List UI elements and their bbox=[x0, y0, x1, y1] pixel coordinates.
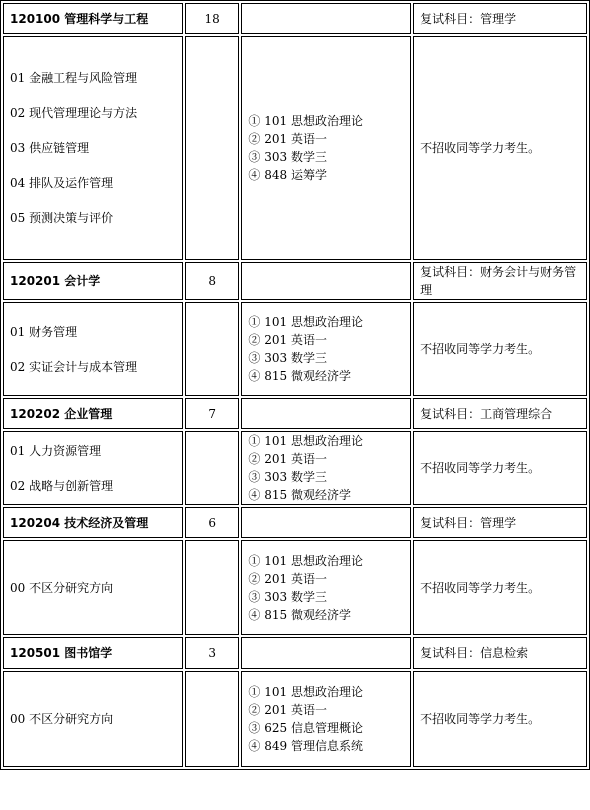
exam-subjects-cell bbox=[241, 3, 411, 34]
direction-item: 02 现代管理理论与方法 bbox=[10, 106, 138, 120]
note-cell: 复试科目：管理学 bbox=[413, 507, 587, 538]
direction-item: 01 金融工程与风险管理 bbox=[10, 71, 138, 85]
enrollment-plan bbox=[185, 671, 240, 767]
direction-item: 01 财务管理 bbox=[10, 324, 78, 339]
exam-subjects-cell bbox=[241, 637, 411, 669]
exam-subject: ③ 625 信息管理概论 bbox=[248, 721, 363, 735]
exam-subject: ④ 848 运筹学 bbox=[248, 168, 327, 182]
exam-subjects-cell bbox=[241, 398, 411, 429]
major-row bbox=[3, 637, 587, 669]
exam-subject: ① 101 思想政治理论 bbox=[248, 434, 363, 448]
research-directions bbox=[3, 302, 183, 396]
exam-subject: ② 201 英语一 bbox=[248, 333, 327, 347]
exam-subject: ② 201 英语一 bbox=[248, 571, 327, 586]
direction-item: 00 不区分研究方向 bbox=[10, 712, 114, 726]
direction-item: 00 不区分研究方向 bbox=[10, 580, 114, 595]
exam-subject: ③ 303 数学三 bbox=[248, 470, 327, 484]
research-directions bbox=[3, 36, 183, 260]
enrollment-plan bbox=[185, 302, 240, 396]
major-name: 120501 图书馆学 bbox=[3, 637, 183, 669]
enrollment-plan: 8 bbox=[185, 262, 240, 300]
detail-row bbox=[3, 36, 587, 260]
direction-item: 05 预测决策与评价 bbox=[10, 211, 114, 225]
enrollment-plan: 6 bbox=[185, 507, 240, 538]
exam-subject: ④ 815 微观经济学 bbox=[248, 369, 351, 383]
detail-row bbox=[3, 671, 587, 767]
exam-subject: ④ 815 微观经济学 bbox=[248, 607, 351, 622]
major-row bbox=[3, 3, 587, 34]
direction-item: 01 人力资源管理 bbox=[10, 443, 102, 458]
exam-subjects-cell bbox=[241, 431, 411, 505]
direction-item: 02 战略与创新管理 bbox=[10, 478, 114, 493]
exam-subjects-cell bbox=[241, 262, 411, 300]
note-cell: 复试科目：信息检索 bbox=[413, 637, 587, 669]
direction-item: 02 实证会计与成本管理 bbox=[10, 359, 138, 374]
major-name: 120204 技术经济及管理 bbox=[3, 507, 183, 538]
enrollment-plan bbox=[185, 36, 240, 260]
note-cell: 不招收同等学力考生。 bbox=[413, 671, 587, 767]
note-cell: 复试科目：工商管理综合 bbox=[413, 398, 587, 429]
major-row bbox=[3, 398, 587, 429]
exam-subjects-cell bbox=[241, 507, 411, 538]
enrollment-plan: 18 bbox=[185, 3, 240, 34]
major-row bbox=[3, 507, 587, 538]
enrollment-plan: 3 bbox=[185, 637, 240, 669]
research-directions bbox=[3, 431, 183, 505]
exam-subject: ④ 849 管理信息系统 bbox=[248, 739, 363, 753]
exam-subjects-cell bbox=[241, 671, 411, 767]
research-directions bbox=[3, 540, 183, 635]
exam-subject: ② 201 英语一 bbox=[248, 703, 327, 717]
enrollment-plan bbox=[185, 540, 240, 635]
exam-subjects-cell bbox=[241, 302, 411, 396]
exam-subject: ④ 815 微观经济学 bbox=[248, 488, 351, 502]
direction-item: 03 供应链管理 bbox=[10, 141, 90, 155]
note-cell: 复试科目：管理学 bbox=[413, 3, 587, 34]
exam-subject: ① 101 思想政治理论 bbox=[248, 553, 363, 568]
note-cell: 不招收同等学力考生。 bbox=[413, 431, 587, 505]
exam-subject: ③ 303 数学三 bbox=[248, 150, 327, 164]
detail-row bbox=[3, 431, 587, 505]
enrollment-plan bbox=[185, 431, 240, 505]
direction-item: 04 排队及运作管理 bbox=[10, 176, 114, 190]
exam-subjects-cell bbox=[241, 540, 411, 635]
exam-subject: ① 101 思想政治理论 bbox=[248, 114, 363, 128]
enrollment-plan: 7 bbox=[185, 398, 240, 429]
detail-row bbox=[3, 302, 587, 396]
note-cell: 复试科目：财务会计与财务管理 bbox=[413, 262, 587, 300]
major-row bbox=[3, 262, 587, 300]
major-name: 120201 会计学 bbox=[3, 262, 183, 300]
detail-row bbox=[3, 540, 587, 635]
exam-subject: ① 101 思想政治理论 bbox=[248, 685, 363, 699]
exam-subjects-cell bbox=[241, 36, 411, 260]
exam-subject: ① 101 思想政治理论 bbox=[248, 315, 363, 329]
exam-subject: ② 201 英语一 bbox=[248, 132, 327, 146]
major-name: 120100 管理科学与工程 bbox=[3, 3, 183, 34]
research-directions bbox=[3, 671, 183, 767]
exam-subject: ② 201 英语一 bbox=[248, 452, 327, 466]
note-cell: 不招收同等学力考生。 bbox=[413, 36, 587, 260]
note-cell: 不招收同等学力考生。 bbox=[413, 540, 587, 635]
major-name: 120202 企业管理 bbox=[3, 398, 183, 429]
exam-subject: ③ 303 数学三 bbox=[248, 351, 327, 365]
exam-subject: ③ 303 数学三 bbox=[248, 589, 327, 604]
note-cell: 不招收同等学力考生。 bbox=[413, 302, 587, 396]
